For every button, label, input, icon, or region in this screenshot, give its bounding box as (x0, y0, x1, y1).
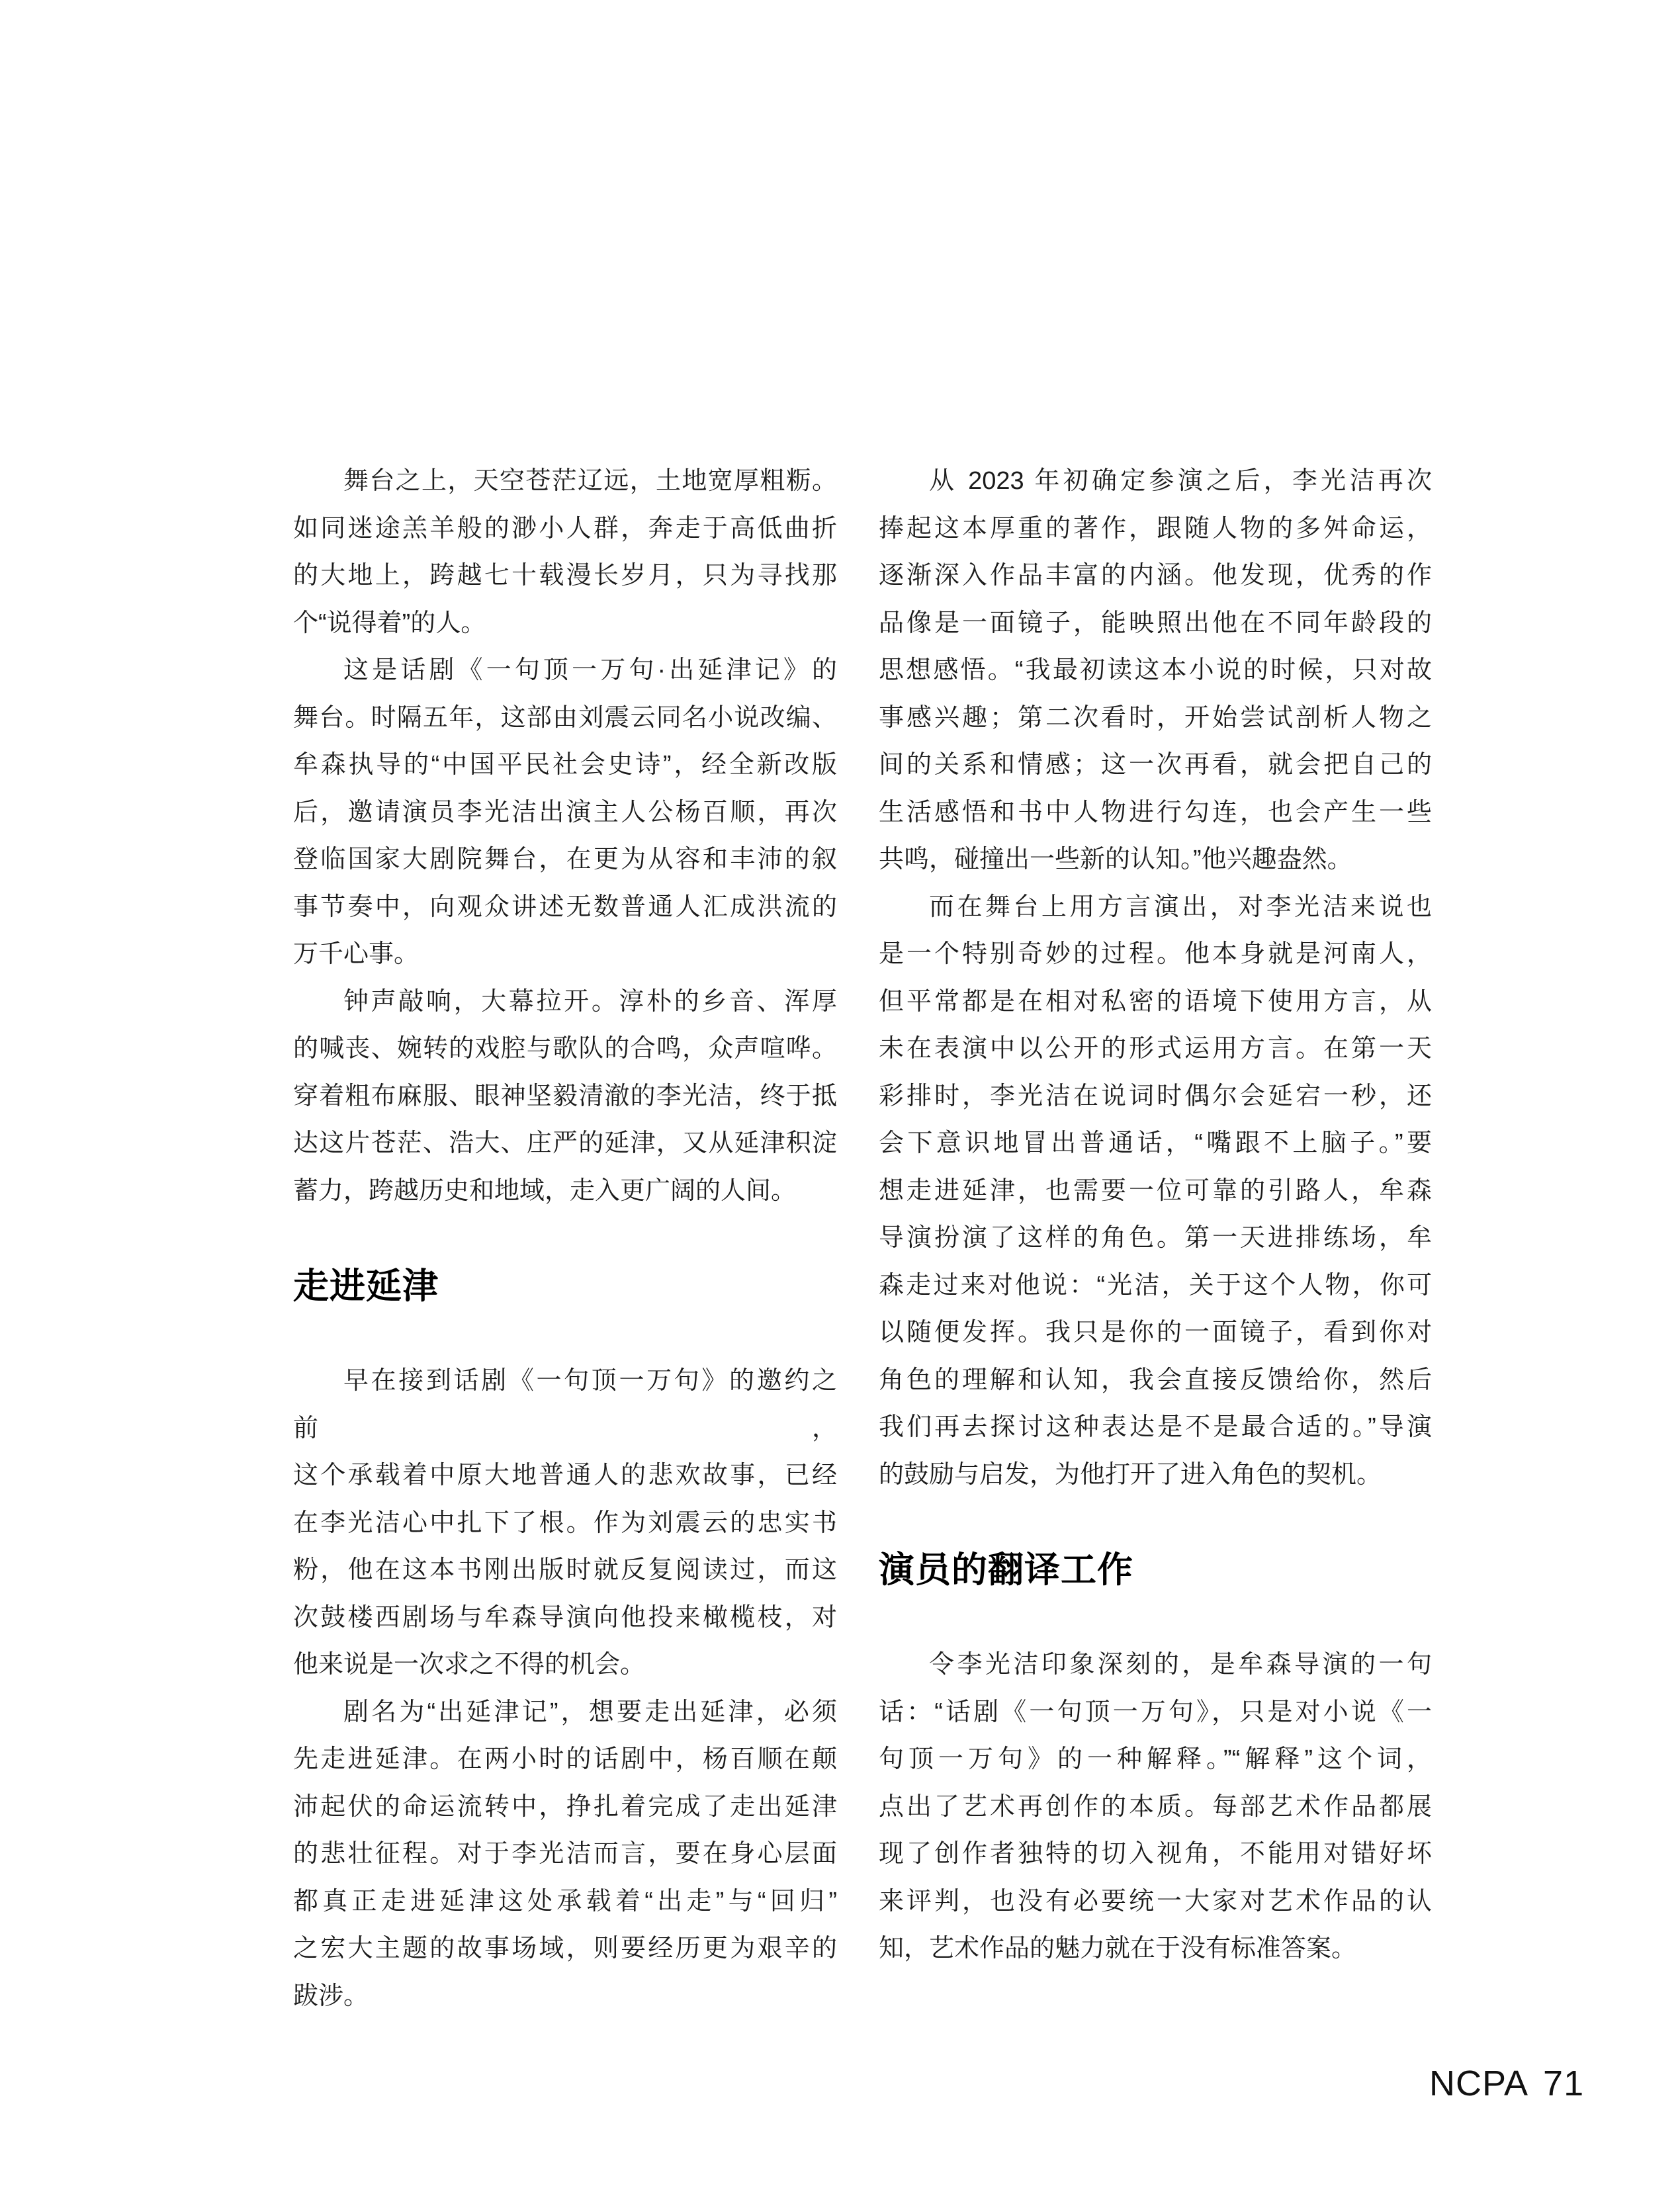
paragraph (293, 1358, 837, 1689)
text-line: 早在接到话剧《一句顶一万句》的邀约之前， (293, 1367, 837, 1442)
text-line: 次鼓楼西剧场与牟森导演向他投来橄榄枝，对 (293, 1603, 837, 1632)
paragraph (879, 458, 1432, 884)
text-line: 逐渐深入作品丰富的内涵。他发现，优秀的作 (879, 562, 1432, 590)
text-line: 我们再去探讨这种表达是不是最合适的。”导演 (879, 1413, 1432, 1441)
text-line: 达这片苍茫、浩大、庄严的延津，又从延津积淀 (293, 1129, 837, 1157)
text-line: 令李光洁印象深刻的，是牟森导演的一句 (929, 1651, 1432, 1679)
text-line: 事节奏中，向观众讲述无数普通人汇成洪流的 (293, 893, 837, 921)
text-line: 他来说是一次求之不得的机会。 (293, 1651, 646, 1679)
text-line: 个“说得着”的人。 (293, 609, 486, 637)
text-line: 穿着粗布麻服、眼神坚毅清澈的李光洁，终于抵 (293, 1082, 837, 1110)
text-line: 在李光洁心中扎下了根。作为刘震云的忠实书 (293, 1509, 837, 1537)
section-heading: 走进延津 (293, 1266, 439, 1306)
text-line: 捧起这本厚重的著作，跟随人物的多舛命运， (879, 514, 1432, 543)
text-line: 剧名为“出延津记”，想要走出延津，必须 (343, 1698, 837, 1726)
text-line: 彩排时，李光洁在说词时偶尔会延宕一秒，还 (879, 1082, 1432, 1110)
text-line: 都真正走进延津这处承载着“出走”与“回归” (293, 1887, 837, 1915)
paragraph (293, 647, 837, 979)
text-line: 导演扮演了这样的角色。第一天进排练场，牟 (879, 1224, 1432, 1252)
text-line: 共鸣，碰撞出一些新的认知。”他兴趣盎然。 (879, 846, 1352, 873)
text-line: 知，艺术作品的魅力就在于没有标准答案。 (879, 1935, 1357, 1962)
text-line: 舞台之上，天空苍茫辽远，土地宽厚粗粝。 (343, 467, 837, 495)
text-line: 登临国家大剧院舞台，在更为从容和丰沛的叙 (293, 846, 837, 873)
text-line: 会下意识地冒出普通话，“嘴跟不上脑子。”要 (879, 1129, 1432, 1157)
text-line: 是一个特别奇妙的过程。他本身就是河南人， (879, 940, 1432, 968)
left-column (293, 458, 837, 2020)
page-footer (1429, 2063, 1584, 2104)
text-line: 话：“话剧《一句顶一万句》，只是对小说《一 (879, 1698, 1432, 1726)
text-line: 角色的理解和认知，我会直接反馈给你，然后 (879, 1366, 1432, 1394)
text-line: 句顶一万句》的一种解释。”“解释”这个词， (879, 1745, 1432, 1773)
text-line: 这是话剧《一句顶一万句·出延津记》的 (343, 656, 837, 684)
text-line: 以随便发挥。我只是你的一面镜子，看到你对 (879, 1319, 1432, 1346)
text-line: 的鼓励与启发，为他打开了进入角色的契机。 (879, 1460, 1382, 1489)
right-column (879, 458, 1432, 1973)
text-line: 思想感悟。“我最初读这本小说的时候，只对故 (879, 656, 1432, 684)
text-line: 如同迷途羔羊般的渺小人群，奔走于高低曲折 (293, 514, 837, 543)
paragraph (879, 884, 1432, 1499)
text-line: 想走进延津，也需要一位可靠的引路人，牟森 (879, 1176, 1432, 1205)
text-line: 未在表演中以公开的形式运用方言。在第一天 (879, 1035, 1432, 1063)
text-line: 品像是一面镜子，能映照出他在不同年龄段的 (879, 609, 1432, 637)
text-line: 生活感悟和书中人物进行勾连，也会产生一些 (879, 798, 1432, 826)
text-line: 先走进延津。在两小时的话剧中，杨百顺在颠 (293, 1745, 837, 1773)
page-number: 71 (1543, 2064, 1585, 2103)
text-line: 沛起伏的命运流转中，挣扎着完成了走出延津 (293, 1792, 837, 1821)
paragraph (879, 1641, 1432, 1973)
paragraph (293, 1689, 837, 2021)
text-line: 的喊丧、婉转的戏腔与歌队的合鸣，众声喧哗。 (293, 1035, 837, 1063)
text-line: 舞台。时隔五年，这部由刘震云同名小说改编、 (293, 703, 837, 732)
text-line: 之宏大主题的故事场域，则要经历更为艰辛的 (293, 1935, 837, 1962)
text-line: 的大地上，跨越七十载漫长岁月，只为寻找那 (293, 562, 837, 590)
text-line: 但平常都是在相对私密的语境下使用方言，从 (879, 987, 1432, 1016)
text-line: 蓄力，跨越历史和地域，走入更广阔的人间。 (293, 1176, 797, 1205)
paragraph (293, 458, 837, 647)
text-line: 粉，他在这本书刚出版时就反复阅读过，而这 (293, 1556, 837, 1584)
text-line: 后，邀请演员李光洁出演主人公杨百顺，再次 (293, 798, 837, 826)
section-heading: 演员的翻译工作 (879, 1550, 1133, 1590)
text-line: 牟森执导的“中国平民社会史诗”，经全新改版 (293, 751, 837, 779)
text-line: 跋涉。 (293, 1982, 369, 2010)
text-line: 的悲壮征程。对于李光洁而言，要在身心层面 (293, 1840, 837, 1868)
text-line: 从 2023 年初确定参演之后，李光洁再次 (929, 467, 1432, 495)
text-line: 现了创作者独特的切入视角，不能用对错好坏 (879, 1840, 1432, 1868)
text-line: 而在舞台上用方言演出，对李光洁来说也 (929, 893, 1432, 921)
footer-brand: NCPA (1429, 2064, 1529, 2103)
text-line: 万千心事。 (293, 940, 420, 968)
text-line: 点出了艺术再创作的本质。每部艺术作品都展 (879, 1792, 1432, 1821)
text-line: 这个承载着中原大地普通人的悲欢故事，已经 (293, 1462, 837, 1489)
text-line: 事感兴趣；第二次看时，开始尝试剖析人物之 (879, 703, 1432, 732)
paragraph (293, 979, 837, 1215)
text-line: 森走过来对他说：“光洁，关于这个人物，你可 (879, 1271, 1432, 1299)
text-line: 钟声敲响，大幕拉开。淳朴的乡音、浑厚 (343, 987, 837, 1016)
text-line: 间的关系和情感；这一次再看，就会把自己的 (879, 751, 1432, 779)
text-line: 来评判，也没有必要统一大家对艺术作品的认 (879, 1887, 1432, 1915)
